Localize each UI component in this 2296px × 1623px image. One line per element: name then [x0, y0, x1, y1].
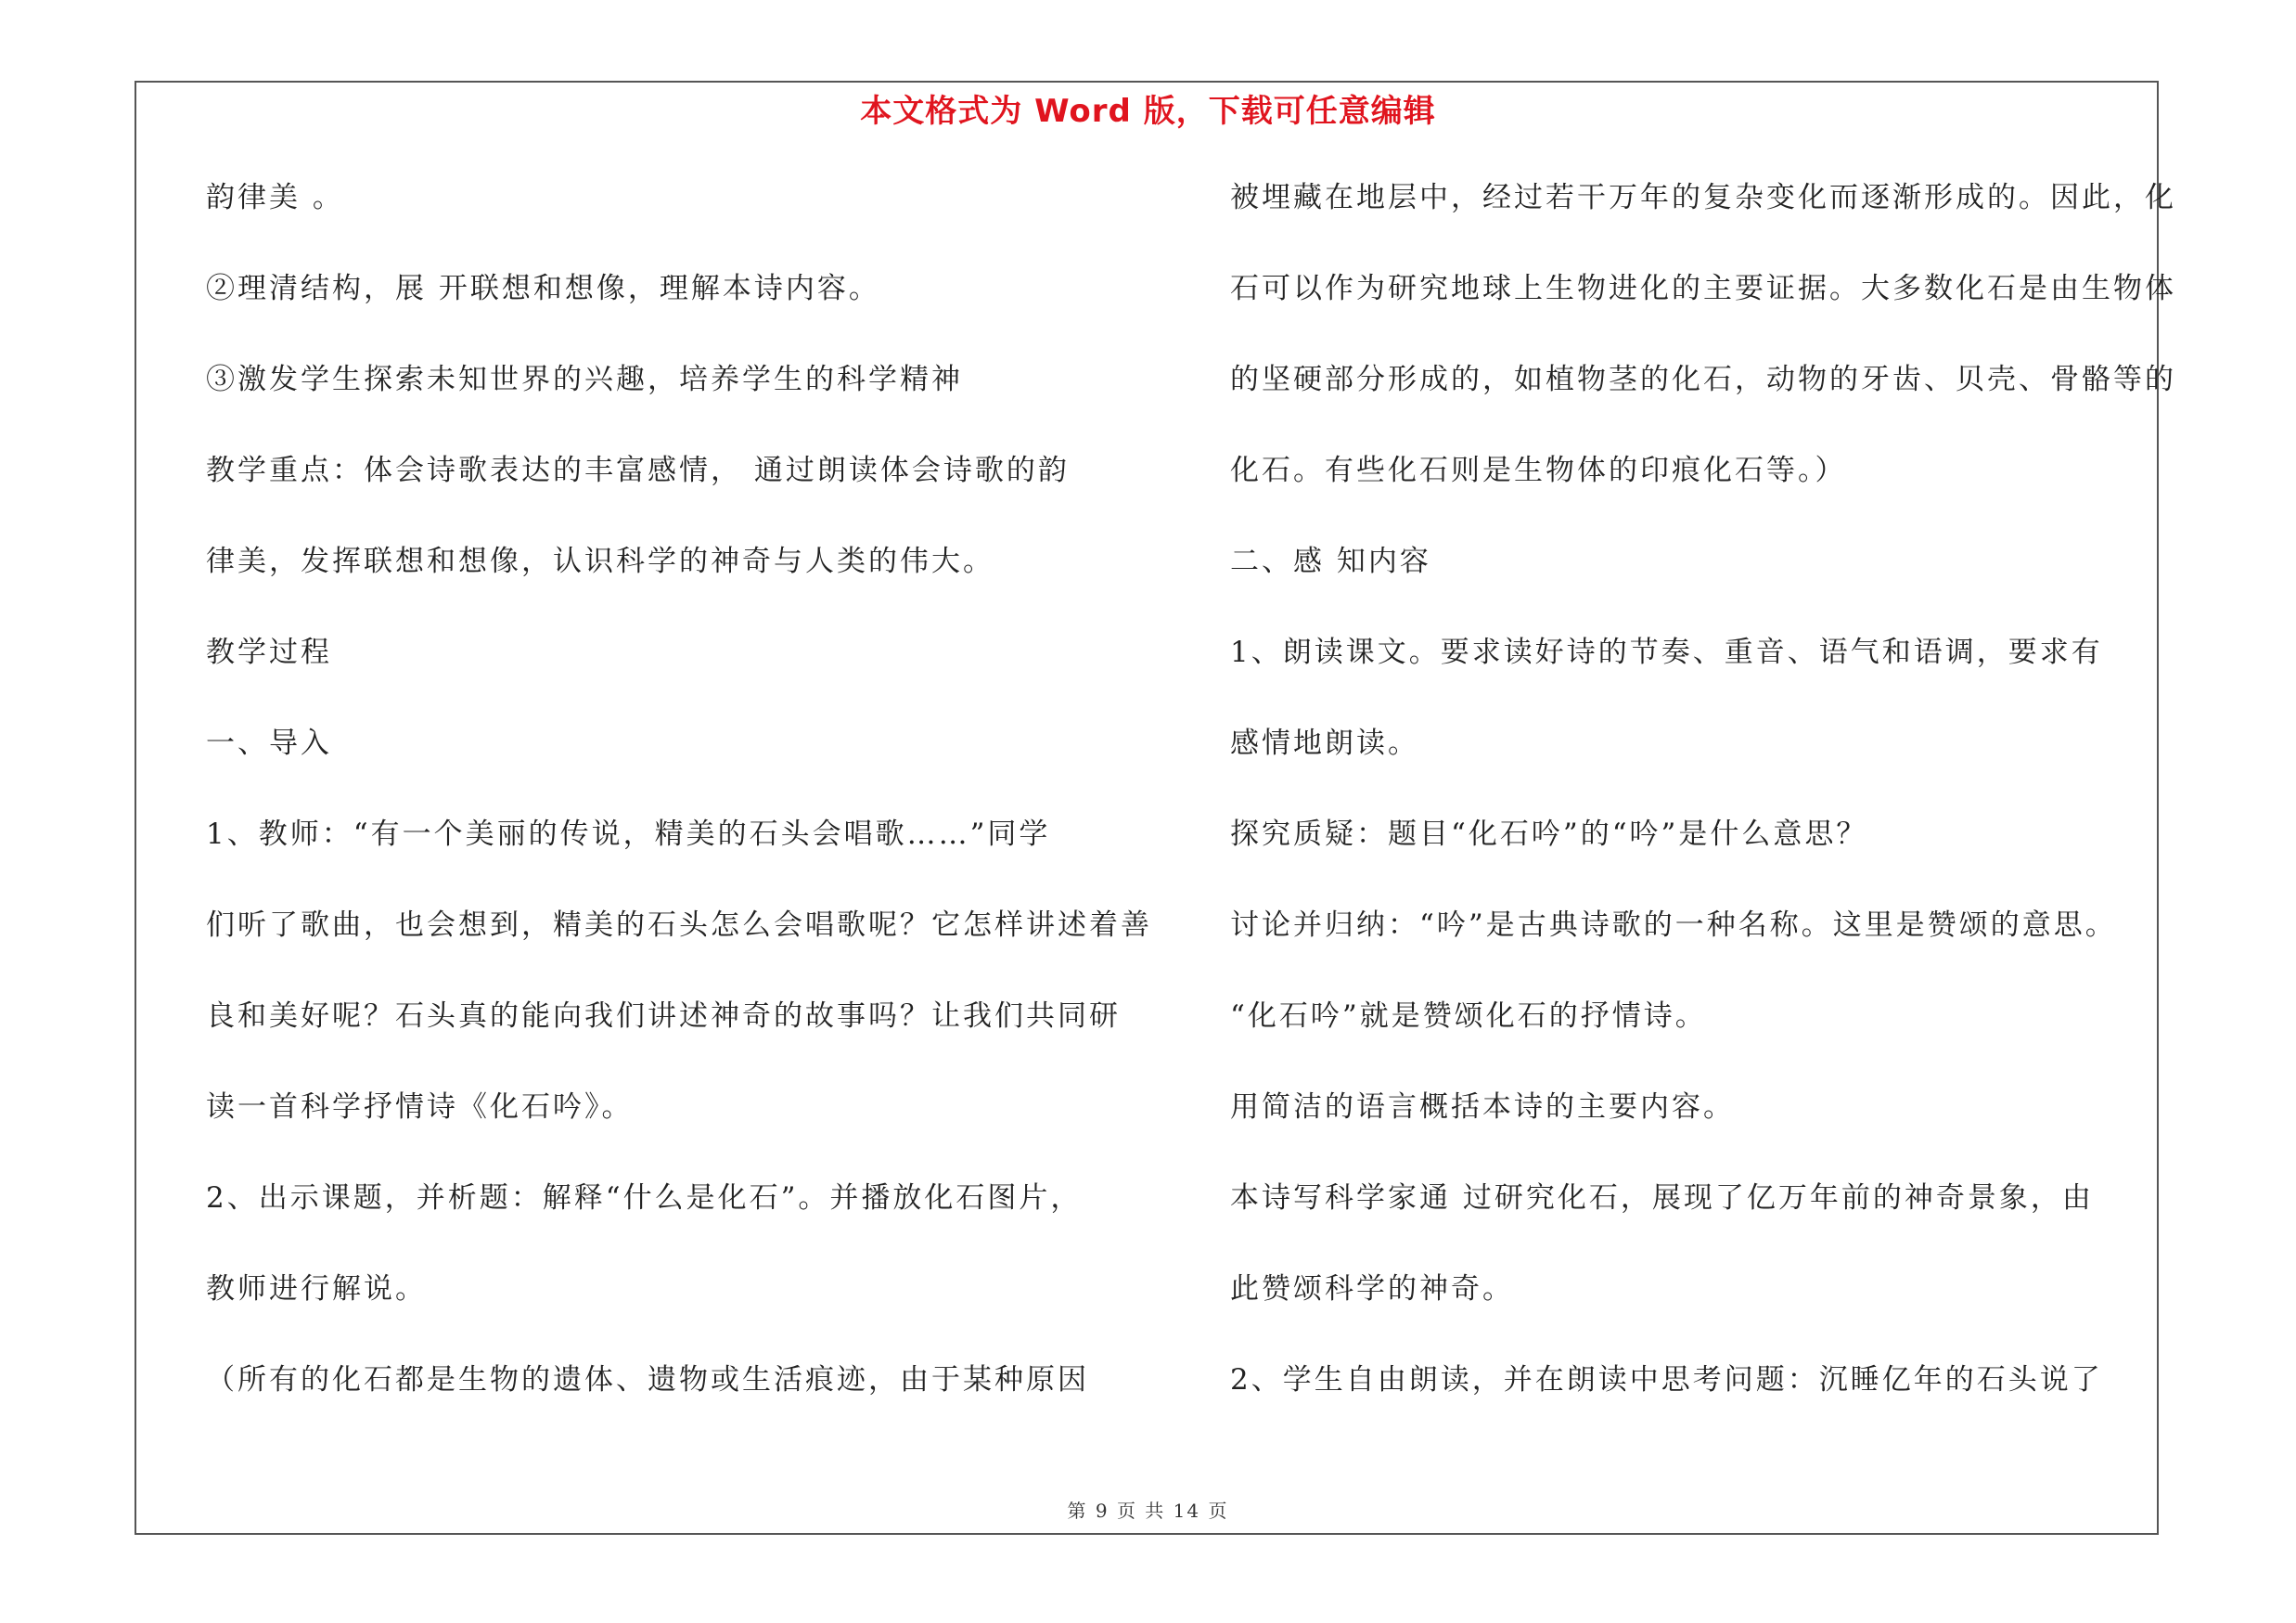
text-line: 化石。有些化石则是生物体的印痕化石等。）	[1230, 454, 1847, 487]
text-line: 讨论并归纳：“吟”是古典诗歌的一种名称。这里是赞颂的意思。	[1230, 908, 2117, 942]
text-line: 探究质疑：题目“化石吟”的“吟”是什么意思？	[1230, 818, 1868, 851]
text-line: 感情地朗读。	[1230, 727, 1419, 760]
text-line: 1、教师：“有一个美丽的传说，精美的石头会唱歌……”同学	[206, 818, 1051, 851]
text-line: 韵律美 。	[206, 181, 344, 214]
text-line: （所有的化石都是生物的遗体、遗物或生活痕迹，由于某种原因	[206, 1363, 1089, 1397]
text-line: 二、感 知内容	[1230, 545, 1431, 578]
text-line: 本诗写科学家通 过研究化石，展现了亿万年前的神奇景象，由	[1230, 1181, 2094, 1215]
text-line: “化石吟”就是赞颂化石的抒情诗。	[1230, 999, 1707, 1033]
text-line: 律美，发挥联想和想像，认识科学的神奇与人类的伟大。	[206, 545, 994, 578]
text-line: 1、朗读课文。要求读好诗的节奏、重音、语气和语调，要求有	[1230, 636, 2103, 669]
text-line: 教师进行解说。	[206, 1272, 427, 1306]
text-line: ③激发学生探索未知世界的兴趣，培养学生的科学精神	[206, 363, 963, 396]
text-line: 2、出示课题，并析题：解释“什么是化石”。并播放化石图片，	[206, 1181, 1083, 1215]
text-line: ②理清结构，展 开联想和想像，理解本诗内容。	[206, 272, 880, 305]
page-number: 第 9 页 共 14 页	[1067, 1500, 1229, 1522]
text-line: 教学重点：体会诗歌表达的丰富感情， 通过朗读体会诗歌的韵	[206, 454, 1070, 487]
header-banner: 本文格式为 Word 版，下载可任意编辑	[860, 93, 1436, 130]
text-line: 2、学生自由朗读，并在朗读中思考问题：沉睡亿年的石头说了	[1230, 1363, 2103, 1397]
text-line: 教学过程	[206, 636, 332, 669]
text-line: 石可以作为研究地球上生物进化的主要证据。大多数化石是由生物体	[1230, 272, 2176, 305]
text-line: 的坚硬部分形成的，如植物茎的化石，动物的牙齿、贝壳、骨骼等的	[1230, 363, 2176, 396]
text-line: 用简洁的语言概括本诗的主要内容。	[1230, 1090, 1735, 1124]
text-line: 读一首科学抒情诗《化石吟》。	[206, 1090, 634, 1124]
text-line: 们听了歌曲，也会想到，精美的石头怎么会唱歌呢？它怎样讲述着善	[206, 908, 1152, 942]
text-line: 此赞颂科学的神奇。	[1230, 1272, 1514, 1306]
text-line: 一、导入	[206, 727, 332, 760]
text-line: 被埋藏在地层中，经过若干万年的复杂变化而逐渐形成的。因此，化	[1230, 181, 2176, 214]
text-line: 良和美好呢？石头真的能向我们讲述神奇的故事吗？让我们共同研	[206, 999, 1121, 1033]
